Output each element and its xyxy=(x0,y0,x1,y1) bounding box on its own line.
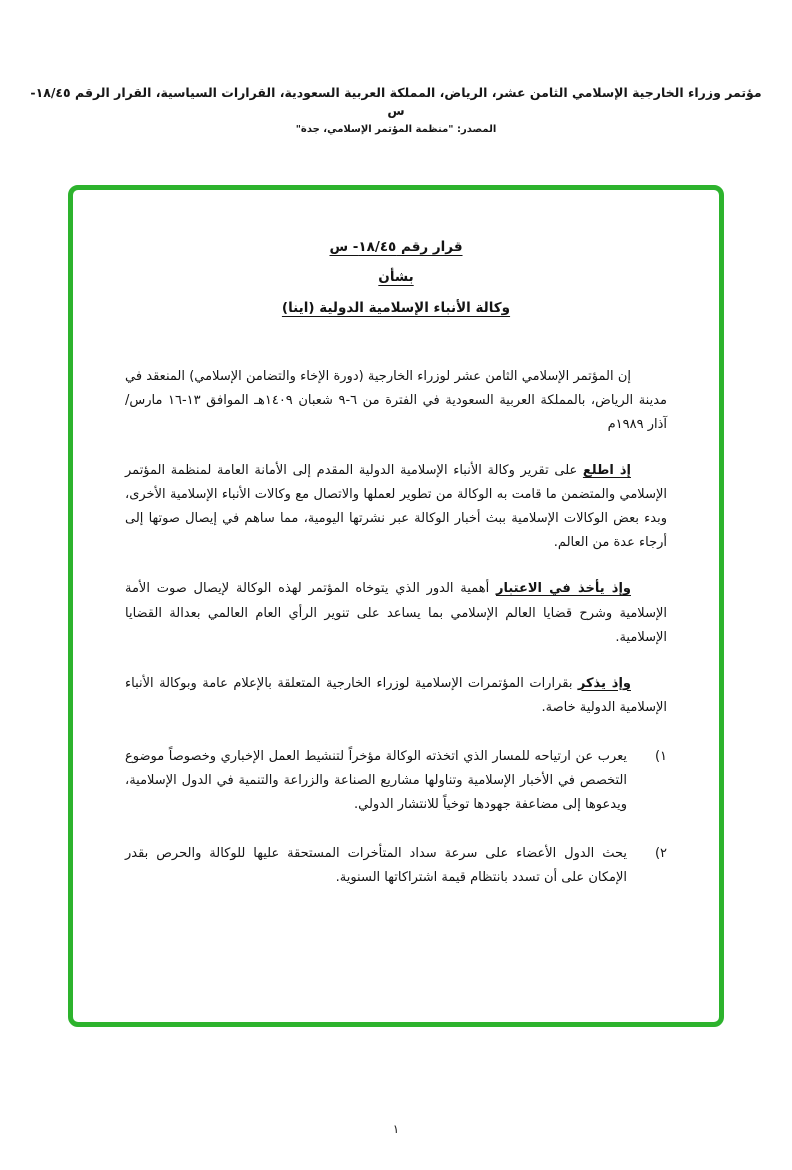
list-item xyxy=(125,842,667,890)
paragraph-text: إن المؤتمر الإسلامي الثامن عشر لوزراء الخارجية (دورة الإخاء والتضامن الإسلامي) المنعقد في مدينة الرياض، بالمملكة العربية السعودية في الفترة من ٦-٩ شعبان ١٤٠٩هـ الموافق ١٣-١٦ مارس/ آذار ١٩٨٩م xyxy=(125,369,668,433)
paragraph-lead: وإذ يأخذ في الاعتبار xyxy=(495,581,631,597)
resolution-subject-label: بشأن xyxy=(378,269,414,286)
list-item xyxy=(125,745,667,817)
paragraph-lead: وإذ يذكر xyxy=(577,675,631,691)
paragraph-text: بقرارات المؤتمرات الإسلامية لوزراء الخارجية المتعلقة بالإعلام عامة وبوكالة الأنباء الإسلامية الدولية خاصة. xyxy=(125,675,667,715)
highlight-frame xyxy=(68,185,724,1027)
item-number: ١) xyxy=(654,748,667,764)
resolution-items xyxy=(125,745,667,890)
document-body xyxy=(73,190,719,908)
preamble-paragraph xyxy=(125,459,667,555)
item-number: ٢) xyxy=(654,845,667,861)
resolution-title-block xyxy=(125,232,667,323)
preamble-paragraph xyxy=(125,577,667,649)
header-citation: مؤتمر وزراء الخارجية الإسلامي الثامن عشر، الرياض، المملكة العربية السعودية، القرارات السياسية، القرار الرقم ١٨/٤٥-س xyxy=(30,85,762,118)
resolution-subject: وكالة الأنباء الإسلامية الدولية (اينا) xyxy=(281,299,511,316)
document-header xyxy=(0,84,792,135)
preamble-paragraph xyxy=(125,672,667,720)
paragraph-lead: إذ اطلع xyxy=(582,463,631,479)
item-text: يعرب عن ارتياحه للمسار الذي اتخذته الوكالة مؤخراً لتنشيط العمل الإخباري وخصوصاً موضوع التخصص في الأخبار الإسلامية وتناولها مشاريع الصناعة والزراعة والتنمية في الدول الإسلامية، ويدعوها إلى مضاعفة جهودها توخياً للانتشار الدولي. xyxy=(125,748,627,812)
item-text: يحث الدول الأعضاء على سرعة سداد المتأخرات المستحقة عليها للوكالة والحرص بقدر الإمكان على أن تسدد بانتظام قيمة اشتراكاتها السنوية. xyxy=(125,845,627,885)
resolution-number: قرار رقم ١٨/٤٥- س xyxy=(329,239,463,255)
header-source: المصدر: "منظمة المؤتمر الإسلامي، جدة" xyxy=(295,124,497,135)
preamble-paragraph xyxy=(125,365,667,437)
paragraph-text: على تقرير وكالة الأنباء الإسلامية الدولية المقدم إلى الأمانة العامة لمنظمة المؤتمر الإسلامي والمتضمن ما قامت به الوكالة من تطوير لعملها والاتصال مع وكالات الأنباء الإسلامية الأخرى، وبدء بعض الوكالات الإسلامية ببث أخبار الوكالة عبر نشرتها اليومية، مما ساهم في إيصال صوتها إلى أرجاء عدة من العالم. xyxy=(125,463,667,551)
page-number: ١ xyxy=(392,1122,400,1136)
paragraph-text: أهمية الدور الذي يتوخاه المؤتمر لهذه الوكالة لإيصال صوت الأمة الإسلامية وشرح قضايا العالم الإسلامي بما يساعد على تنوير الرأي العام العالمي بعدالة القضايا الإسلامية. xyxy=(125,581,667,645)
